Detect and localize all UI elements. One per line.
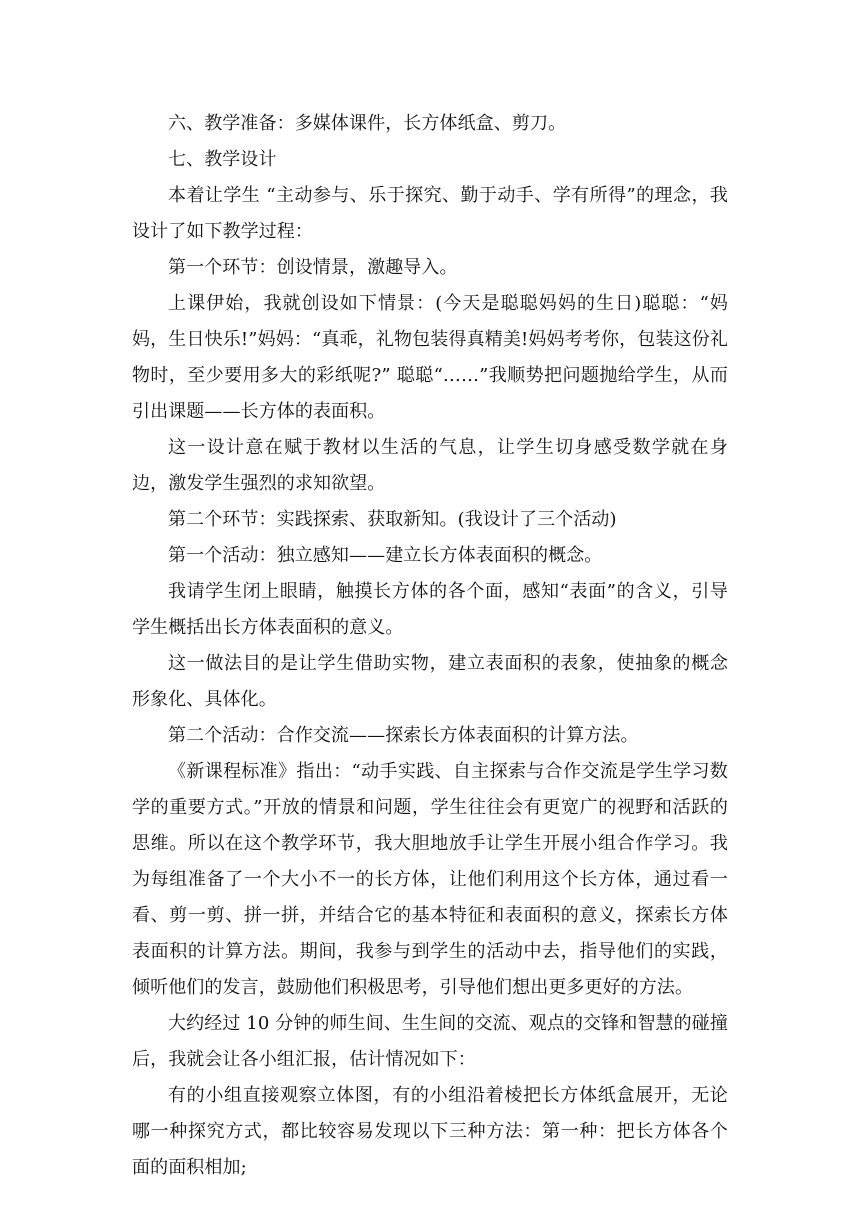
paragraph-activity-one-purpose: 这一做法目的是让学生借助实物，建立表面积的表象，使抽象的概念形象化、具体化。 (132, 653, 728, 710)
paragraph-stage-one-heading: 第一个环节：创设情景，激趣导入。 (168, 257, 458, 278)
paragraph-activity-two-method: 《新课程标准》指出：“动手实践、自主探索与合作交流是学生学习数学的重要方式。”开放的情景和问题，学生往往会有更宽广的视野和活跃的思维。所以在这个教学环节，我大胆地放手让学生开展小组合作学习。我为每组准备了一个大小不一的长方体，让他们利用这个长方体，通过看一看、剪一剪、拼一拼，并结合它的基本特征和表面积的意义，探索长方体表面积的计算方法。期间，我参与到学生的活动中去，指导他们的实践，倾听他们的发言，鼓励他们积极思考，引导他们想出更多更好的方法。 (132, 761, 728, 998)
paragraph-activity-one-heading: 第一个活动：独立感知——建立长方体表面积的概念。 (168, 545, 603, 566)
paragraph-stage-one-scenario: 上课伊始，我就创设如下情景：(今天是聪聪妈妈的生日)聪聪：“妈妈，生日快乐!”妈妈：“真乖，礼物包装得真精美!妈妈考考你，包装这份礼物时，至少要用多大的彩纸呢?” 聪聪“……”我顺势把问题抛给学生，从而引出课题——长方体的表面积。 (132, 293, 729, 422)
paragraph-activity-one-method: 我请学生闭上眼睛，触摸长方体的各个面，感知“表面”的含义，引导学生概括出长方体表面积的意义。 (132, 581, 728, 638)
paragraph-teaching-design-heading: 七、教学设计 (168, 149, 277, 170)
paragraph-teaching-prep: 六、教学准备：多媒体课件，长方体纸盒、剪刀。 (168, 113, 567, 134)
paragraph-group-report: 大约经过 10 分钟的师生间、生生间的交流、观点的交锋和智慧的碰撞后，我就会让各小组汇报，估计情况如下： (132, 1013, 728, 1070)
paragraph-methods-found: 有的小组直接观察立体图，有的小组沿着棱把长方体纸盒展开，无论哪一种探究方式，都比较容易发现以下三种方法：第一种：把长方体各个面的面积相加; (132, 1085, 728, 1178)
paragraph-teaching-philosophy: 本着让学生 “主动参与、乐于探究、勤于动手、学有所得”的理念，我设计了如下教学过程： (132, 185, 728, 242)
document-body (132, 106, 728, 1186)
paragraph-stage-two-heading: 第二个环节：实践探索、获取新知。(我设计了三个活动) (168, 509, 617, 530)
paragraph-activity-two-heading: 第二个活动：合作交流——探索长方体表面积的计算方法。 (168, 725, 639, 746)
paragraph-stage-one-intent: 这一设计意在赋于教材以生活的气息，让学生切身感受数学就在身边，激发学生强烈的求知欲望。 (132, 437, 728, 494)
